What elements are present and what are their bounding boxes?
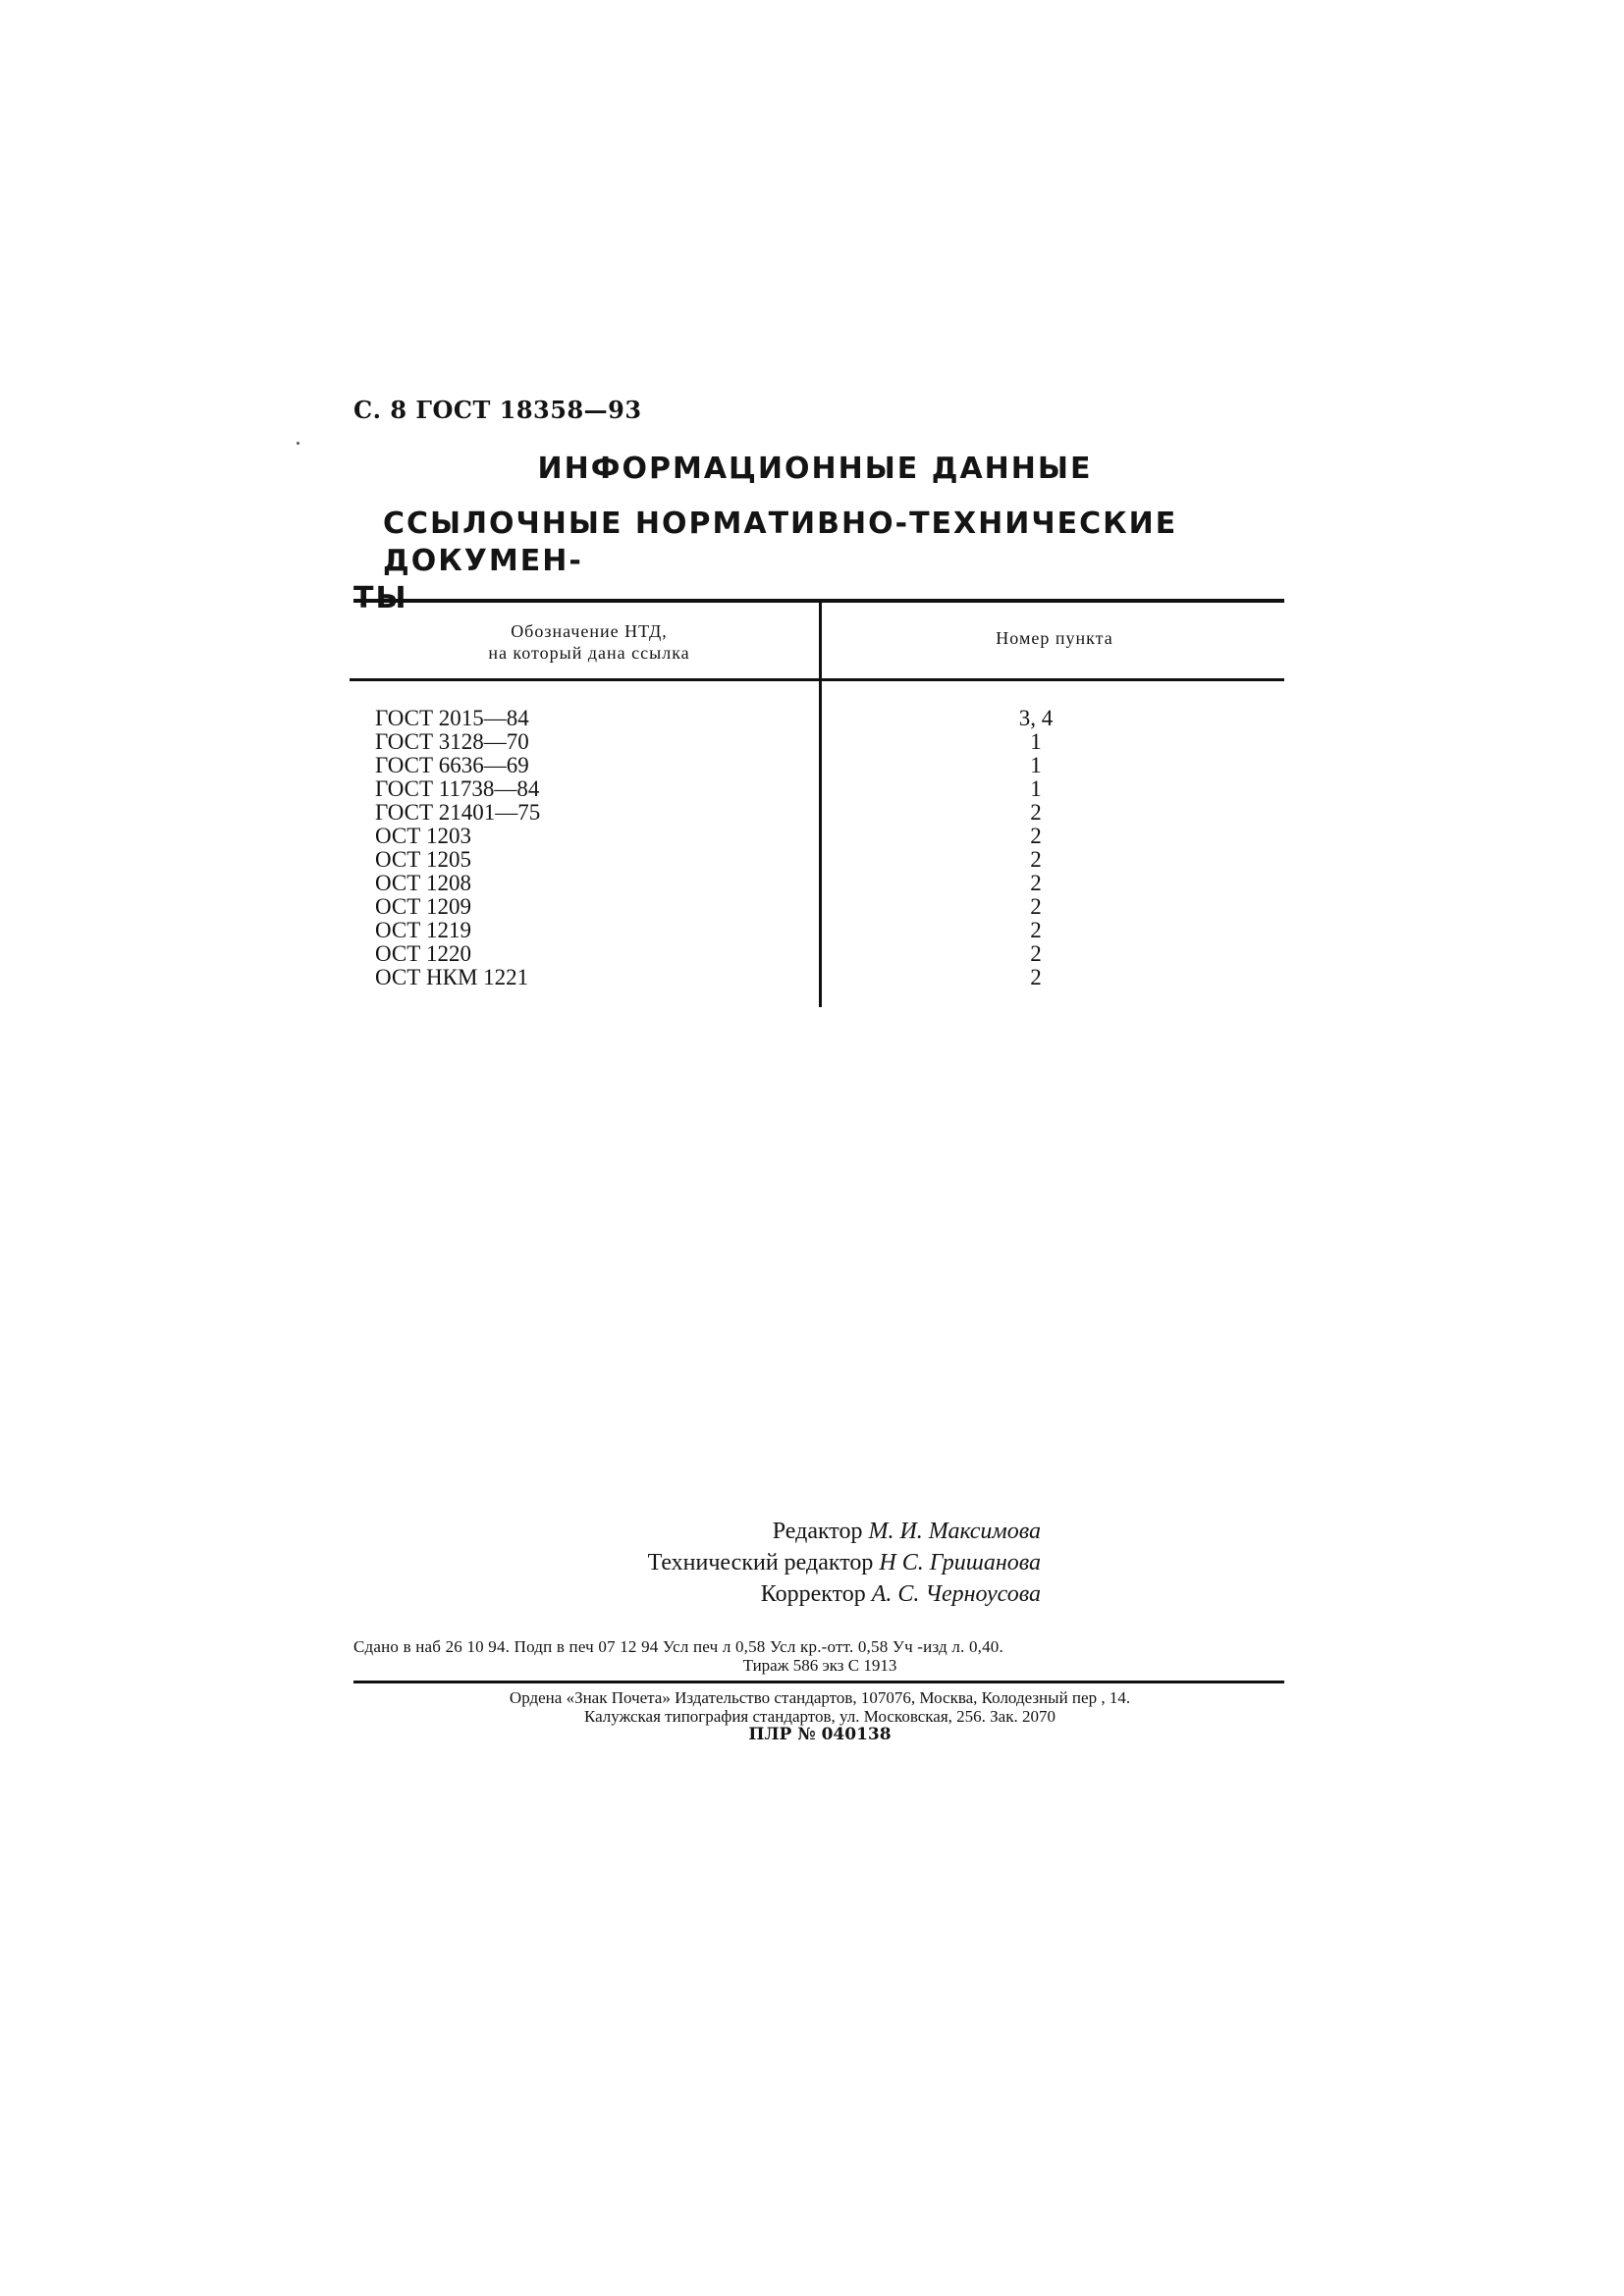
credit-tech-editor-name: Н С. Гришанова [879, 1550, 1041, 1575]
section-title-line-2: ТЫ [353, 581, 408, 615]
table-cell-item: 2 [1030, 800, 1042, 825]
table-column-divider [819, 603, 822, 1007]
credit-proofreader-name: А. С. Черноусова [871, 1581, 1041, 1607]
table-cell-doc: ОСТ 1203 [375, 824, 472, 848]
print-info-line-2: Тираж 586 экз С 1913 [742, 1656, 897, 1675]
table-header-item-number: Номер пункта [996, 628, 1113, 648]
table-cell-item: 2 [1030, 965, 1042, 989]
table-column-item-numbers [943, 707, 1129, 989]
table-cell-doc: ОСТ 1220 [375, 941, 472, 966]
table-cell-item: 3, 4 [1018, 706, 1054, 730]
table-cell-doc: ГОСТ 3128—70 [375, 729, 529, 754]
table-cell-doc: ГОСТ 21401—75 [375, 800, 541, 825]
running-head: С. 8 ГОСТ 18358—93 [353, 396, 642, 424]
publisher-line-1: Ордена «Знак Почета» Издательство стандартов, 107076, Москва, Колодезный пер , 14. [509, 1688, 1131, 1707]
table-cell-item: 2 [1030, 871, 1042, 895]
table-cell-item: 2 [1030, 847, 1042, 872]
table-cell-item: 2 [1030, 824, 1042, 848]
credit-tech-editor [550, 1547, 1041, 1578]
table-cell-doc: ОСТ 1219 [375, 918, 472, 942]
table-cell-doc: ОСТ 1205 [375, 847, 472, 872]
table-header-rule [350, 678, 1284, 681]
table-header-designation-line-1: Обозначение НТД, [511, 621, 668, 641]
table-cell-item: 2 [1030, 894, 1042, 919]
table-cell-doc: ОСТ НКМ 1221 [375, 965, 529, 989]
table-header-designation [363, 620, 815, 664]
table-cell-doc: ГОСТ 2015—84 [375, 706, 529, 730]
page-title: ИНФОРМАЦИОННЫЕ ДАННЫЕ [537, 452, 1093, 486]
table-cell-doc: ГОСТ 6636—69 [375, 753, 529, 777]
table-cell-item: 2 [1030, 918, 1042, 942]
imprint-rule [353, 1681, 1284, 1683]
credit-proofreader-role: Корректор [760, 1581, 866, 1607]
print-info [353, 1637, 1286, 1675]
credit-editor-role: Редактор [772, 1519, 863, 1544]
credit-editor [550, 1516, 1041, 1547]
license-number: ПЛР № 040138 [748, 1725, 892, 1744]
table-cell-item: 2 [1030, 941, 1042, 966]
table-cell-doc: ГОСТ 11738—84 [375, 776, 540, 801]
table-cell-item: 1 [1030, 729, 1042, 754]
credit-tech-editor-role: Технический редактор [647, 1550, 874, 1575]
table-cell-doc: ОСТ 1208 [375, 871, 472, 895]
print-info-line-1: Сдано в наб 26 10 94. Подп в печ 07 12 94 Усл печ л 0,58 Усл кр.-отт. 0,58 Уч -изд л. 0,40. [353, 1637, 1003, 1656]
credit-proofreader [550, 1578, 1041, 1610]
table-cell-item: 1 [1030, 776, 1042, 801]
table-cell-item: 1 [1030, 753, 1042, 777]
editorial-credits [550, 1516, 1041, 1610]
credit-editor-name: М. И. Максимова [868, 1519, 1041, 1544]
table-header-designation-line-2: на который дана ссылка [488, 643, 690, 663]
table-column-designations [375, 707, 540, 989]
section-title-line-1: ССЫЛОЧНЫЕ НОРМАТИВНО-ТЕХНИЧЕСКИЕ ДОКУМЕН- [383, 507, 1178, 578]
table-cell-doc: ОСТ 1209 [375, 894, 472, 919]
scan-speck [297, 442, 299, 445]
publisher-imprint [353, 1688, 1286, 1744]
publisher-line-2: Калужская типография стандартов, ул. Московская, 256. Зак. 2070 [584, 1707, 1056, 1726]
